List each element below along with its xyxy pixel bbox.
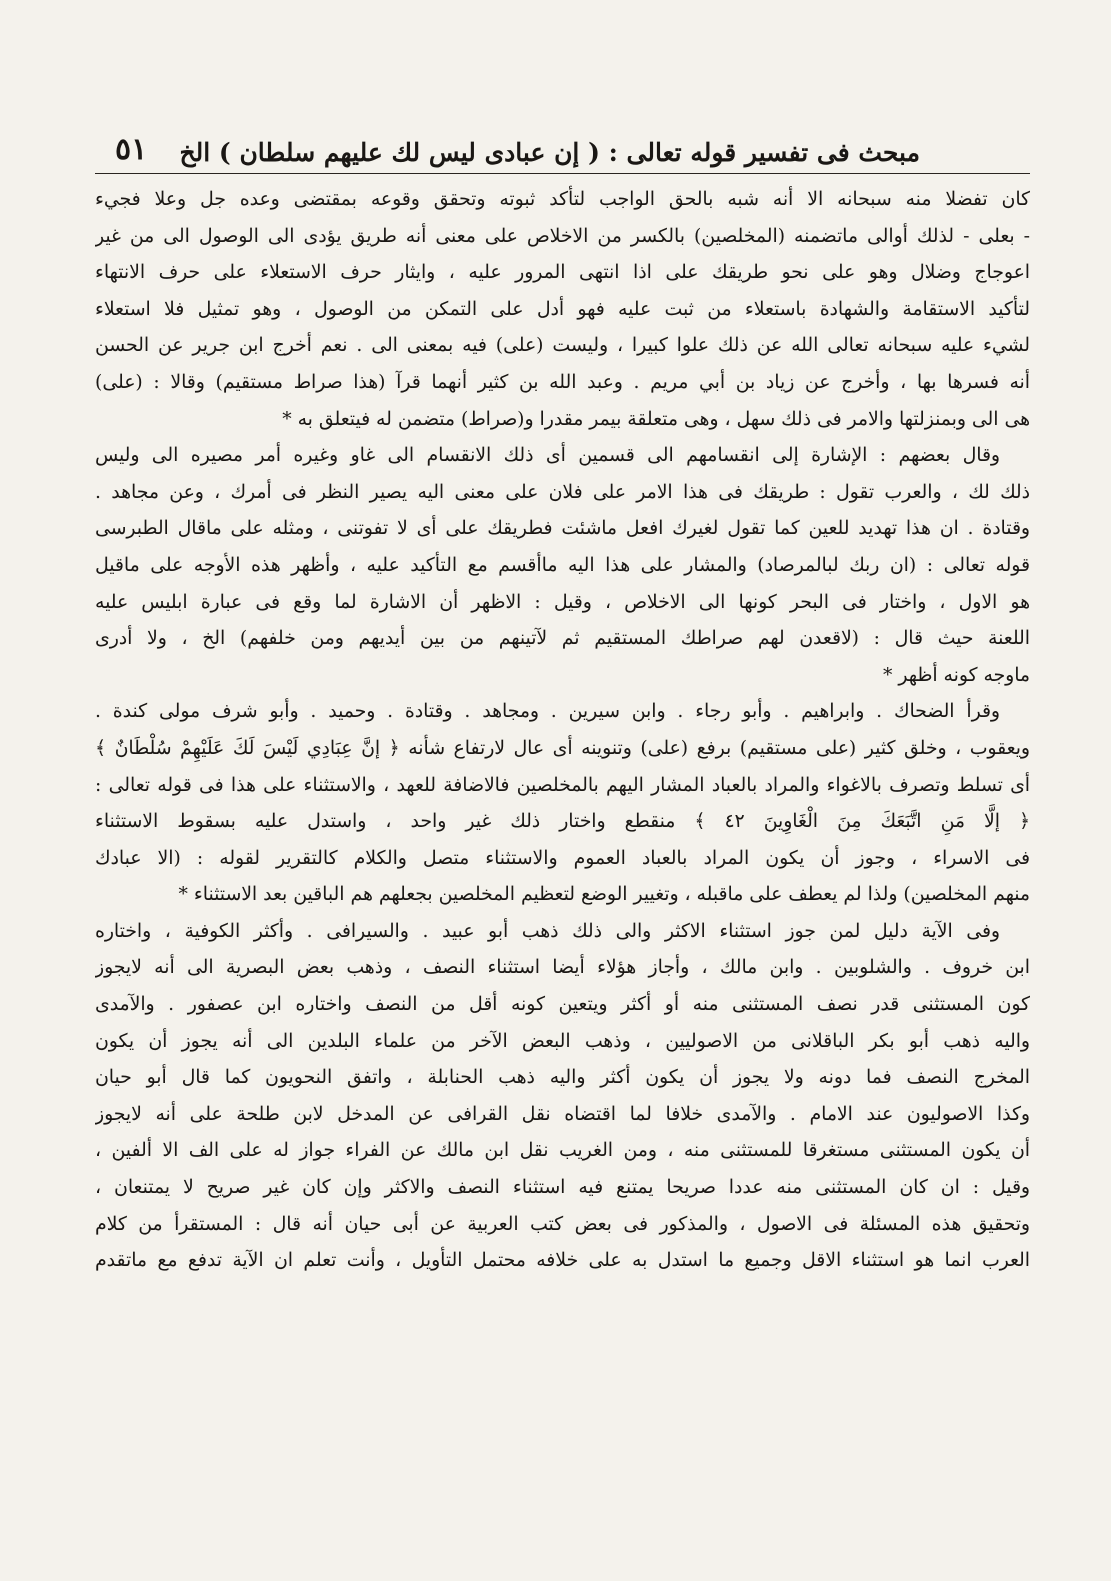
text-line: ويعقوب ، وخلق كثير (على مستقيم) برفع (على) وتنوينه أى عال لارتفاع شأنه ﴿ إنَّ عِبَادِي لَيْسَ لَكَ عَلَيْهِمْ سُلْطَانٌ ﴾ [95,737,1030,759]
text-line: فى الاسراء ، وجوز أن يكون المراد بالعباد العموم والاستثناء متصل والكلام كالتقرير لقوله : (الا عبادك [95,847,1030,869]
page-header [95,118,1030,174]
text-line: وكذا الاصوليون عند الامام . والآمدى خلافا لما اقتضاه نقل القرافى عن المدخل لابن طلحة على أنه لايجوز [95,1103,1030,1125]
text-line: كان تفضلا منه سبحانه الا أنه شبه بالحق الواجب لتأكد ثبوته وتحقق وقوعه بمقتضى وعده جل وعلا فجيء [95,189,1030,210]
text-line: أى تسلط وتصرف بالاغواء والمراد بالعباد المشار اليهم بالمخلصين فالاضافة للعهد ، والاستثناء على هذا فى قوله تعالى : [95,774,1030,796]
text-line: وقيل : ان كان المستثنى منه عددا صريحا يمتنع فيه استثناء النصف والاكثر وإن كان غير صريح لا يمتنعان ، [95,1177,1030,1199]
text-line: ﴿ إلَّا مَنِ اتَّبَعَكَ مِنَ الْغَاوِينَ ٤٢ ﴾ منقطع واختار ذلك غير واحد ، واستدل عليه بسقوط الاستثناء [95,811,1030,833]
text-line: منهم المخلصين) ولذا لم يعطف على ماقبله ، وتغيير الوضع لتعظيم المخلصين بجعلهم هم الباقين بعد الاستثناء * [178,884,1030,906]
text-line: هى الى وبمنزلتها والامر فى ذلك سهل ، وهى متعلقة بيمر مقدرا و(صراط) متضمن له فيتعلق به * [282,408,1030,430]
text-line: المخرج النصف فما دونه ولا يجوز أن يكون أكثر واليه ذهب الحنابلة ، واتفق النحويون كما قال أبو حيان [95,1067,1030,1089]
text-line: كون المستثنى قدر نصف المستثنى منه أو أكثر ويتعين كونه أقل من النصف واختاره ابن عصفور . والآمدى [95,994,1030,1016]
text-line: وقتادة . ان هذا تهديد للعين كما تقول لغيرك افعل ماشئت فطريقك على أى لا تفوتنى ، ومثله على ماقال الطبرسى [95,518,1030,540]
text-line: هو الاول ، واختار فى البحر كونها الى الاخلاص ، وقيل : الاظهر أن الاشارة لما وقع فى عبارة ابليس عليه [95,591,1030,613]
text-line: - بعلى - لذلك أوالى ماتضمنه (المخلصين) بالكسر من الاخلاص على معنى أنه طريق يؤدى الى الوصول الى من غير [95,225,1030,247]
text-line: وتحقيق هذه المسئلة فى الاصول ، والمذكور فى بعض كتب العربية عن أبى حيان أنه قال : المستقرأ من كلام [95,1213,1030,1235]
text-line: اللعنة حيث قال : (لاقعدن لهم صراطك المستقيم ثم لآتينهم من بين أيديهم ومن خلفهم) الخ ، ولا أدرى [95,628,1030,650]
page-number: ٥١ [115,132,148,167]
text-line: وفى الآية دليل لمن جوز استثناء الاكثر والى ذلك ذهب أبو عبيد . والسيرافى . وأكثر الكوفية ، واختاره [95,920,1000,942]
text-line: اعوجاج وضلال وهو على نحو طريقك على اذا انتهى المرور عليه ، وايثار حرف الاستعلاء على حرف الانتهاء [95,262,1030,284]
text-line: وقال بعضهم : الإشارة إلى انقسامهم الى قسمين أى ذلك الانقسام الى غاو وغيره أمر مصيره الى وليس [95,445,1000,467]
text-line: ماوجه كونه أظهر * [883,664,1030,686]
running-title: مبحث فى تفسير قوله تعالى : ( إن عبادى ليس لك عليهم سلطان ) الخ [179,138,920,167]
document-page [95,118,1030,1558]
text-line: قوله تعالى : (ان ربك لبالمرصاد) والمشار على هذا اليه ماأقسم مع التأكيد عليه ، وأظهر هذه الأوجه على ماقيل [95,554,1030,576]
text-line: لتأكيد الاستقامة والشهادة باستعلاء من ثبت عليه فهو أدل على التمكن من الوصول ، وهو تمثيل فلا استعلاء [95,298,1030,320]
text-line: العرب انما هو استثناء الاقل وجميع ما استدل به على خلافه محتمل التأويل ، وأنت تعلم ان الآية تدفع مع ماتقدم [95,1250,1030,1272]
text-line: أن يكون المستثنى مستغرقا للمستثنى منه ، ومن الغريب نقل ابن مالك عن الفراء جواز له على الف الا ألفين ، [95,1140,1030,1162]
body-text [95,182,1030,1280]
text-line: واليه ذهب أبو بكر الباقلانى من الاصوليين ، وذهب البعض الآخر من علماء البلدين الى أنه يجوز أن يكون [95,1030,1030,1052]
text-line: ابن خروف . والشلوبين . وابن مالك ، وأجاز هؤلاء أيضا استثناء النصف ، وذهب بعض البصرية الى أنه لايجوز [95,957,1030,979]
text-line: ذلك لك ، والعرب تقول : طريقك فى هذا الامر على فلان على معنى اليه يصير النظر فى أمرك ، وعن مجاهد . [95,481,1030,503]
text-line: لشيء عليه سبحانه تعالى الله عن ذلك علوا كبيرا ، وليست (على) فيه بمعنى الى . نعم أخرج ابن جرير عن الحسن [95,335,1030,357]
text-line: وقرأ الضحاك . وابراهيم . وأبو رجاء . وابن سيرين . ومجاهد . وقتادة . وحميد . وأبو شرف مولى كندة . [95,701,1000,723]
text-line: أنه فسرها بها ، وأخرج عن زياد بن أبي مريم . وعبد الله بن كثير أنهما قرآ (هذا صراط مستقيم) وقالا : (على) [95,371,1030,393]
